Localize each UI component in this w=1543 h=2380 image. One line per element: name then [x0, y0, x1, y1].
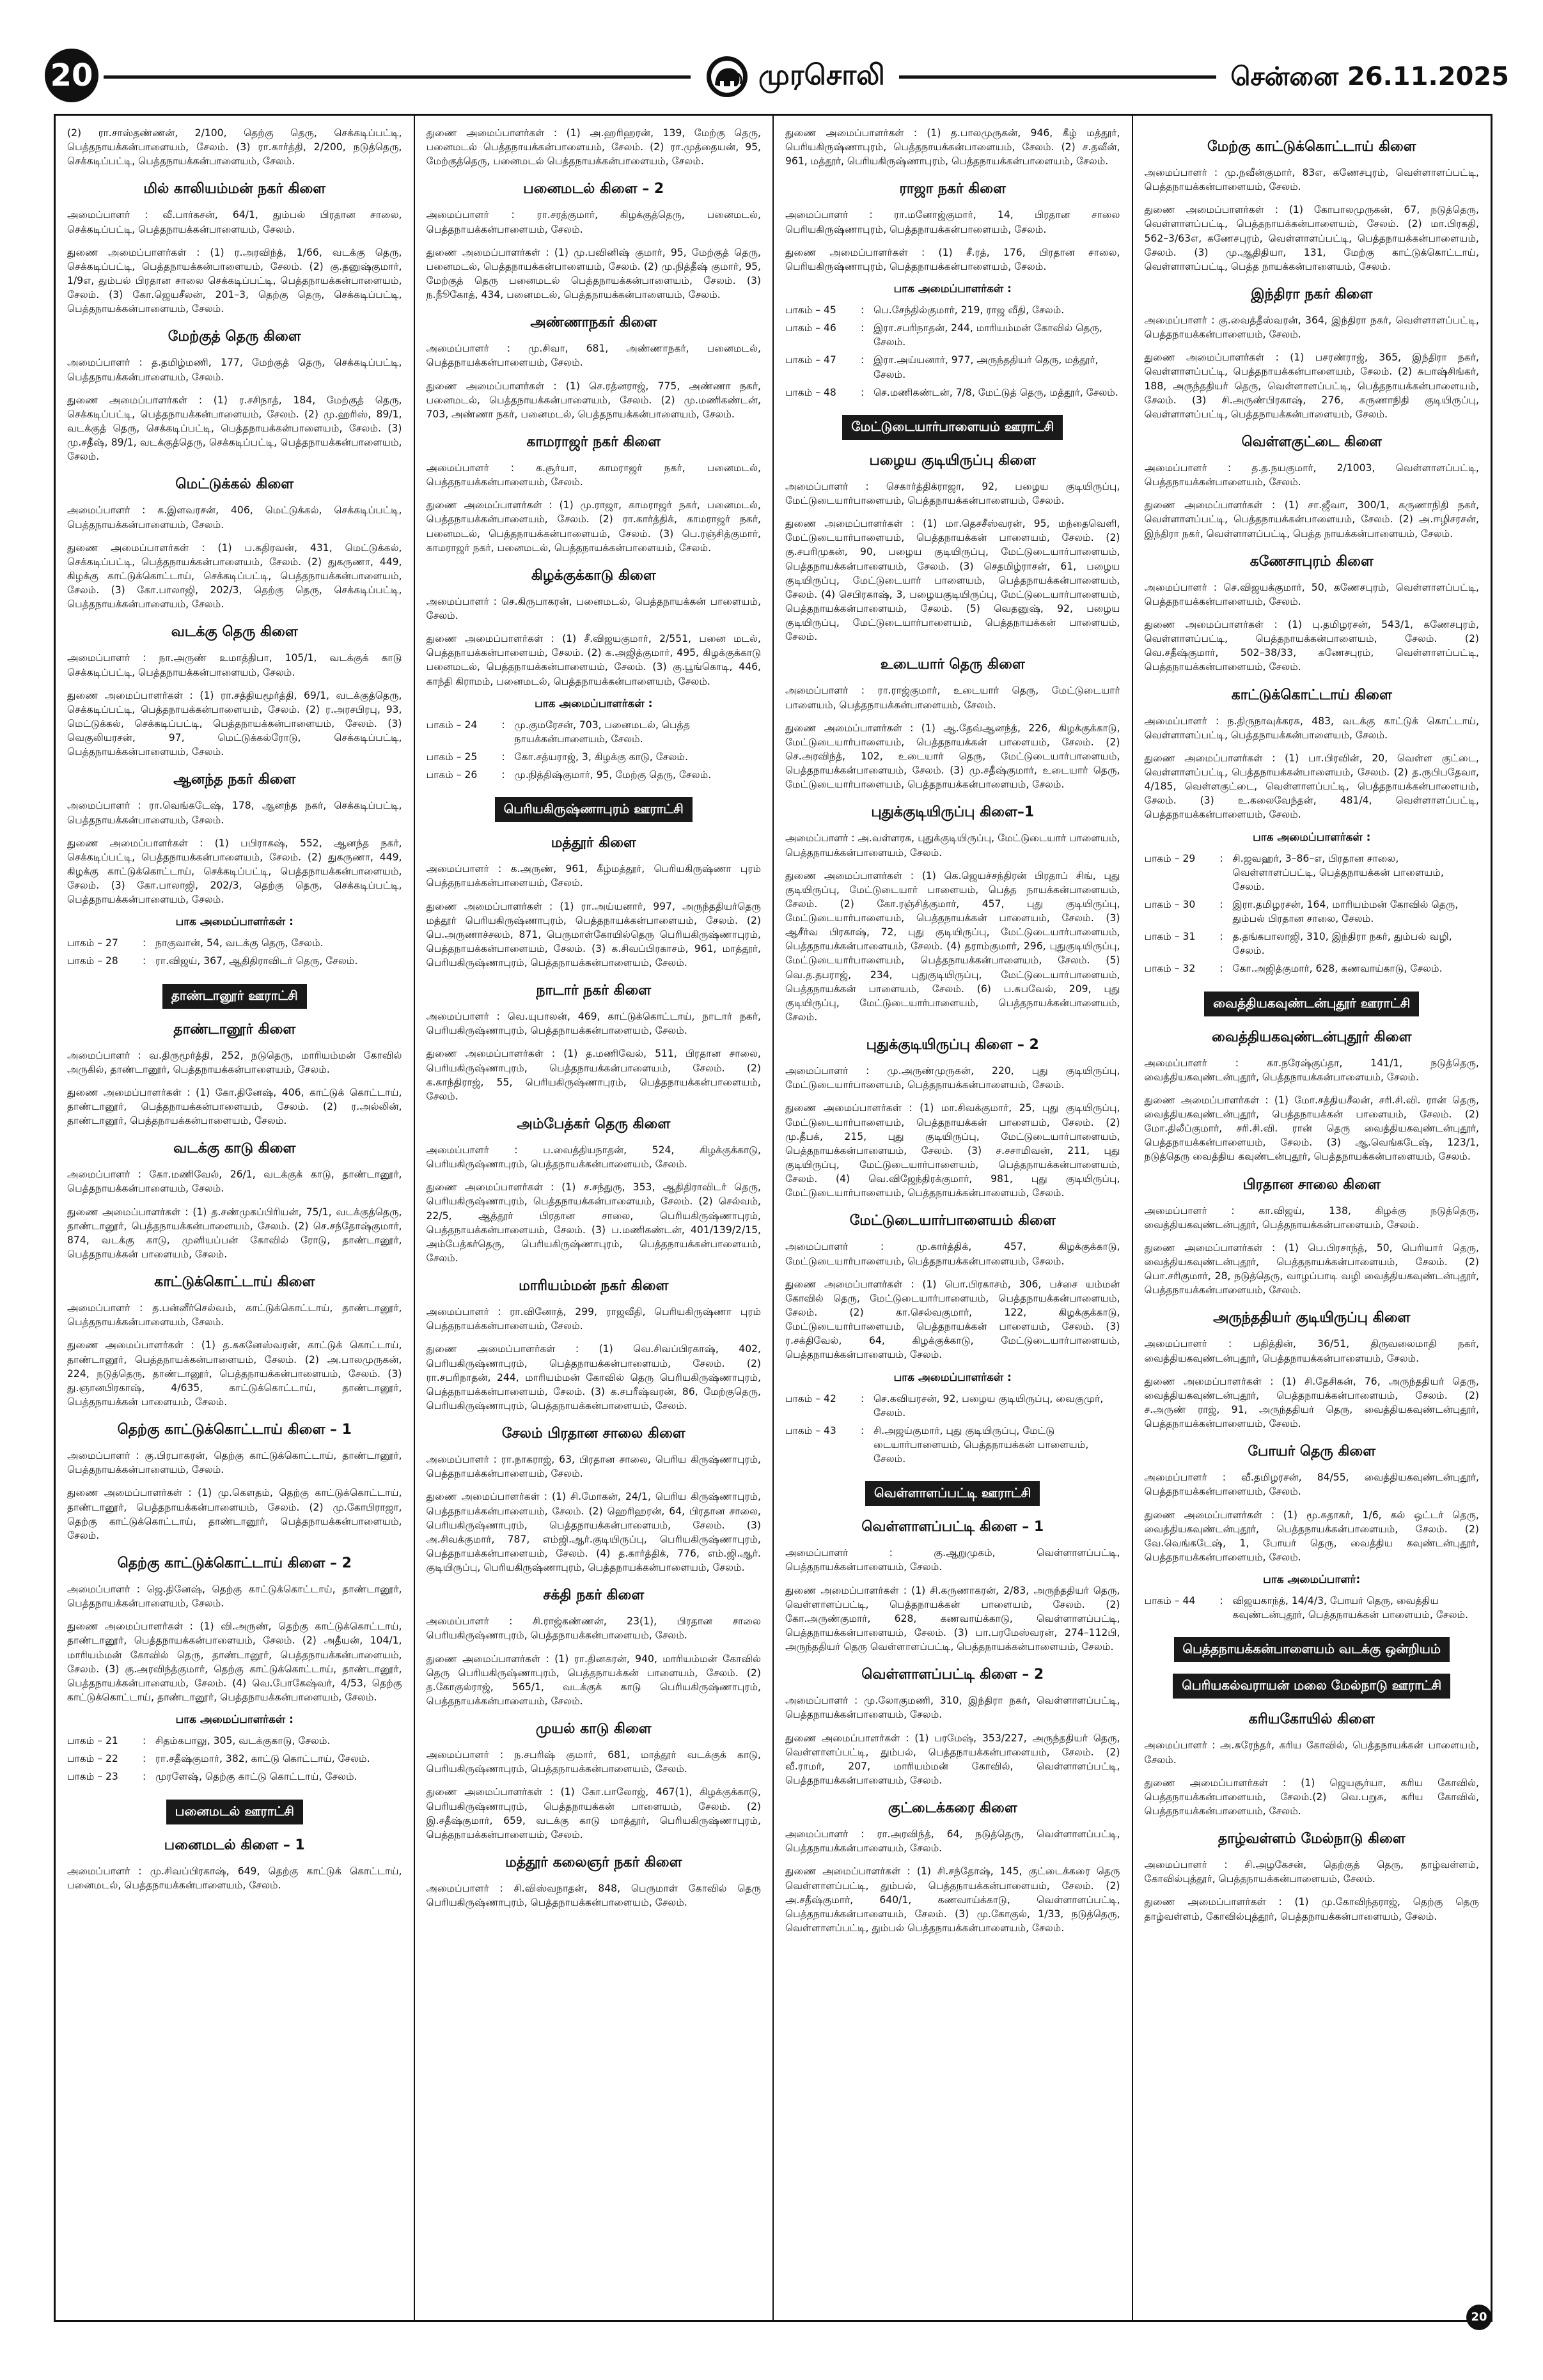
masthead	[691, 50, 899, 104]
notice-paragraph: அமைப்பாளர் : அ.வள்ளரசு, புதுக்குடியிருப்பு, மேட்டுடையார் பாளையம், பெத்தநாயக்கன்பாளையம், சேலம்.	[785, 832, 1120, 859]
booth-organiser: சிதம்கபாலு, 305, வடக்குகாடு, சேலம்.	[155, 1735, 331, 1747]
notice-paragraph: துணை அமைப்பாளர்கள் : (1) மு.கோவிந்தராஜ், தெற்கு தெரு தாழ்வள்ளம், கோவில்புத்தூர், பெத்தநாயக்கன்பாளையம், சேலம்.	[1144, 1896, 1479, 1922]
booth-separator: :	[861, 322, 865, 334]
notice-paragraph: துணை அமைப்பாளர்கள் : (1) ரா.அய்யனார், 997, அருந்ததியர்தெரு மத்தூர் பெரியகிருஷ்ணாபுரம், பெத்தநாயக்கன்பாளையம், சேலம். (2) பெ.அருணாச்சலம், 871, பெருமாள்கோயில்தெரு பெரியகிருஷ்ணாபுரம், பெத்தநாயக்கன்பாளையம், சேலம். (3) க.சிவப்பிரகாசம், 961, மாத்தூர், பெரியகிருஷ்ணாபுரம், பெத்தநாயக்கன்பாளையம், சேலம்.	[426, 900, 761, 969]
notice-paragraph: அமைப்பாளர் : பதித்தின், 36/51, திருவலைமாதி நகர், வைத்தியகவுண்டன்புதூர், பெத்தநாயக்கன்பாளையம், சேலம்.	[1144, 1338, 1479, 1364]
booth-separator: :	[143, 1753, 146, 1765]
section-heading: கணேசாபுரம் கிளை	[1249, 553, 1374, 570]
section-heading: பனைமடல் கிளை – 2	[523, 181, 664, 198]
section-heading: தெற்கு காட்டுக்கொட்டாய் கிளை – 1	[117, 1422, 352, 1438]
booth-separator: :	[861, 1392, 865, 1404]
section-heading: சேலம் பிரதான சாலை கிளை	[501, 1426, 685, 1442]
notice-paragraph: (2) ரா.சாஸ்தண்ணன், 2/100, தெற்கு தெரு, செக்கடிப்பட்டி, பெத்தநாயக்கன்பாளையம், சேலம். (3) ரா.கார்த்தி, 2/200, நடுத்தெரு, செக்கடிப்பட்டி, பெத்தநாயக்கன்பாளையம், சேலம்.	[67, 127, 402, 167]
notice-paragraph: அமைப்பாளர் : நா.அருண் உமாத்திபா, 105/1, வடக்குக் காடு செக்கடிப்பட்டி, பெத்தநாயக்கன்பாளையம், சேலம்.	[67, 652, 402, 678]
booth-row	[427, 718, 762, 750]
section-heading: காமராஜர் நகர் கிளை	[526, 433, 661, 450]
notice-paragraph: அமைப்பாளர் : க.அருண், 961, கீழ்மத்தூர், பெரியகிருஷ்ணா புரம் பெத்தநாயக்கன்பாளையம், சேலம்.	[426, 863, 761, 889]
notice-paragraph: துணை அமைப்பாளர்கள் : (1) த.சுகனேஸ்வரன், காட்டுக் கொட்டாய், தாண்டானூர், பெத்தநாயக்கன்பாளையம், சேலம். (2) அ.பாலமுருகன், 224, நடுத்தெரு, தாண்டானூர், பெத்தநாயக்கன்பாளையம், சேலம். (3) து.ஞானபிரகாஷ், 4/635, காட்டுக்கொட்டாய், தாண்டானூர், பெத்தநாயக்கன் பாளையம், சேலம்.	[67, 1339, 402, 1408]
booth-organiser: விஜயகாந்த், 14/4/3, போயர் தெரு, வைத்திய கவுண்டன்புதூர், பெத்தநாயக்கன் பாளையம், சேலம்.	[1232, 1595, 1469, 1621]
panchayat-banner: பெரியகிருஷ்ணாபுரம் ஊராட்சி	[495, 797, 693, 822]
panchayat-banner: பெத்தநாயக்கன்பாளையம் வடக்கு ஒன்றியம்	[1174, 1637, 1450, 1662]
notice-paragraph: அமைப்பாளர் : ஜெ.தினேஷ், தெற்கு காட்டுக்கொட்டாய், தாண்டானூர், பெத்தநாயக்கன்பாளையம், சேலம்.	[67, 1583, 402, 1610]
notice-paragraph: துணை அமைப்பாளர்கள் : (1) வெ.சிவப்பிரகாஷ், 402, பெரியகிருஷ்ணாபுரம், பெத்தநாயக்கன்பாளையம், சேலம். (2) ரா.சபரிநாதன், 244, மாரியம்மன் கோவில் தெரு பெரியகிருஷ்ணாபுரம், பெத்தநாயக்கன்பாளையம், சேலம். (3) க.சபரீஷ்வரன், 86, மேற்குதெரு, பெரியகிருஷ்ணாபுரம், பெத்தநாயக்கன்பாளையம், சேலம்.	[426, 1343, 761, 1412]
notice-paragraph: அமைப்பாளர் : மு.கார்த்திக், 457, கிழக்குக்காடு, மேட்டுடையார்பாளையம், பெத்தநாயக்கன்பாளையம், சேலம்.	[785, 1241, 1120, 1267]
section-heading: பிரதான சாலை கிளை	[1242, 1176, 1381, 1193]
booth-separator: :	[861, 1424, 865, 1436]
booth-separator: :	[1219, 898, 1223, 910]
booth-organiser: ரா.சதீஷ்குமார், 382, காட்டு கொட்டாய், சேலம்.	[155, 1753, 370, 1765]
booth-table	[1145, 1594, 1480, 1626]
booth-number: பாகம் – 48	[785, 386, 836, 398]
booth-separator: :	[143, 937, 146, 949]
booth-row	[427, 768, 762, 786]
section-heading: காட்டுக்கொட்டாய் கிளை	[154, 1274, 315, 1291]
booth-organiser: செ.மணிகண்டன், 7/8, மேட்டுத் தெரு, மத்தூர், சேலம்.	[873, 386, 1118, 398]
section-heading: காட்டுக்கொட்டாய் கிளை	[1231, 687, 1392, 703]
section-heading: மேட்டுடையார்பாளையம் கிளை	[849, 1213, 1056, 1229]
section-heading: கரியகோயில் கிளை	[1248, 1711, 1375, 1728]
notice-paragraph: துணை அமைப்பாளர்கள் : (1) ச.சந்துரு, 353, ஆதிதிராவிடர் தெரு, பெரியகிருஷ்ணாபுரம், பெத்தநாயக்கன்பாளையம், சேலம். (2) செல்வம், 22/5, ஆத்தூர் பிரதான சாலை, பெரியகிருஷ்ணாபுரம், பெத்தநாயக்கன்பாளையம், சேலம். (3) ப.மணிகண்டன், 401/139/2/15, அம்பேத்கர்தெரு, பெரியகிருஷ்ணாபுரம், பெத்தநாயக்கன்பாளையம், சேலம்.	[426, 1181, 761, 1264]
panchayat-banner: தாண்டானூர் ஊராட்சி	[162, 984, 307, 1009]
booth-separator: :	[143, 1771, 146, 1783]
booth-number: பாகம் – 27	[67, 937, 118, 949]
masthead-title: முரசொலி	[758, 58, 885, 91]
section-heading: பழைய குடியிருப்பு கிளை	[869, 452, 1036, 469]
notice-paragraph: அமைப்பாளர் : ந.சபரிஷ் குமார், 681, மாத்தூர் வடக்குக் காடு, பெரியகிருஷ்ணாபுரம், பெத்தநாயக்கன்பாளையம், சேலம்.	[426, 1749, 761, 1775]
notice-paragraph: அமைப்பாளர் : செ.விஜயக்குமார், 50, கணேசபுரம், வெள்ளாளப்பட்டி, பெத்தநாயக்கன்பாளையம், சேலம்.	[1144, 581, 1479, 607]
notice-paragraph: துணை அமைப்பாளர்கள் : (1) மு.கௌதம், தெற்கு காட்டுக்கொட்டாய், தாண்டானூர், பெத்தநாயக்கன்பாளையம், சேலம். (2) மு.கோபிராஜா, தெற்கு காட்டுக்கொட்டாய், தாண்டானூர், பெத்தநாயக்கன்பாளையம், சேலம்.	[67, 1487, 402, 1541]
notice-paragraph: அமைப்பாளர் : வீ.பார்கசன், 64/1, தும்பல் பிரதான சாலை, செக்கடிப்பட்டி, பெத்தநாயக்கன்பாளையம், சேலம்.	[67, 209, 402, 235]
booth-subheading: பாக அமைப்பாளர்கள் :	[893, 282, 1012, 295]
booth-organiser: ரா.விஜய், 367, ஆதிதிராவிடர் தெரு, சேலம்.	[155, 955, 358, 967]
notice-paragraph: அமைப்பாளர் : மு.சிவப்பிரகாஷ், 649, தெற்கு காட்டுக் கொட்டாய், பனைமடல், பெத்தநாயக்கன்பாளையம், சேலம்.	[67, 1865, 402, 1891]
booth-organiser: செ.கவியரசன், 92, பழைய குடியிருப்பு, வைகுமுர், சேலம்.	[873, 1392, 1104, 1419]
notice-paragraph: அமைப்பாளர் : மு.நவீன்குமார், 83எ, கணேசபுரம், வெள்ளாளப்பட்டி, பெத்தநாயக்கன்பாளையம், சேலம்.	[1144, 167, 1479, 193]
notice-paragraph: துணை அமைப்பாளர்கள் : (1) ர.அரவிந்த், 1/66, வடக்கு தெரு, செக்கடிப்பட்டி, பெத்தநாயக்கன்பாளையம், சேலம். (2) கு.தனுஷ்குமார், 1/9எ, தும்பல் பிரதான சாலை செக்கடிப்பட்டி, பெத்தநாயக்கன்பாளையம், சேலம். (3) கோ.ஜெயசீலன், 201–3, தெற்கு தெரு, செக்கடிப்பட்டி, பெத்தநாயக்கன்பாளையம், சேலம்.	[67, 246, 402, 315]
booth-row	[785, 321, 1120, 353]
booth-organiser: மு.குமரேசன், 703, பனைமடல், பெத்த நாயக்கன்பாளையம், சேலம்.	[514, 719, 690, 745]
section-heading: வெள்ளகுட்டை கிளை	[1241, 433, 1382, 450]
notice-paragraph: அமைப்பாளர் : ந.திருநாவுக்கரசு, 483, வடக்கு காட்டுக் கொட்டாய், வெள்ளாளப்பட்டி, பெத்தநாயக்கன்பாளையம், சேலம்.	[1144, 715, 1479, 741]
column-4	[1132, 116, 1491, 2320]
booth-number: பாகம் – 30	[1144, 898, 1196, 910]
booth-number: பாகம் – 22	[67, 1753, 118, 1765]
notice-paragraph: அமைப்பாளர் : கோ.மணிவேல், 26/1, வடக்குக் காடு, தாண்டானூர், பெத்தநாயக்கன்பாளையம், சேலம்.	[67, 1169, 402, 1195]
notice-paragraph: அமைப்பாளர் : க.இளவரசன், 406, மெட்டுக்கல், செக்கடிப்பட்டி, பெத்தநாயக்கன்பாளையம், சேலம்.	[67, 504, 402, 531]
booth-number: பாகம் – 24	[426, 719, 478, 731]
section-heading: உடையார் தெரு கிளை	[880, 657, 1025, 673]
section-heading: புதுக்குடியிருப்பு கிளை – 2	[866, 1037, 1039, 1054]
notice-paragraph: அமைப்பாளர் : கு.வைத்தீஸ்வரன், 364, இந்திரா நகர், வெள்ளாளப்பட்டி, பெத்தநாயக்கன்பாளையம், சேலம்.	[1144, 314, 1479, 341]
notice-paragraph: துணை அமைப்பாளர்கள் : (1) பு.தமிழரசன், 543/1, கணேசபுரம், வெள்ளாளப்பட்டி, பெத்தநாயக்கன்பாளையம், சேலம். (2) வெ.சதீஷ்குமார், 502–38/33, கணேசபுரம், வெள்ளாளப்பட்டி, பெத்தநாயக்கன்பாளையம், சேலம்.	[1144, 618, 1479, 673]
notice-paragraph: துணை அமைப்பாளர்கள் : (1) மு.பவினிஷ் குமார், 95, மேற்குத் தெரு, பனைமடல், பெத்தநாயக்கன்பாளையம், சேலம். (2) மு.நித்தீஷ் குமார், 95, மேற்குத் தெரு பனைமடல் பெத்தநாயக்கன்பாளையம், சேலம். (3) ந.நூீகோத், 434, பனைமடல், பெத்தநாயக்கன்பாளையம், சேலம்.	[426, 246, 761, 301]
booth-organiser: மு.நித்திஷ்குமார், 95, மேற்கு தெரு, சேலம்.	[514, 769, 712, 781]
booth-organiser: கோ.சத்யராஜ், 3, கிழக்கு காடு, சேலம்.	[514, 751, 688, 763]
section-heading: ராஜா நகர் கிளை	[899, 181, 1006, 198]
booth-organiser: சி.அஜய்குமார், புது குடியிருப்பு, மேட்டு டையார்பாளையம், பெத்தநாயக்கன் பாளையம், சேலம்.	[873, 1424, 1089, 1465]
section-heading: மாரியம்மன் நகர் கிளை	[519, 1278, 669, 1295]
notice-paragraph: துணை அமைப்பாளர்கள் : (1) மா.தெசசீஸ்வரன், 95, மந்தைவெளி, மேட்டுடையார்பாளையம், பெத்தநாயக்கன் பாளையம், சேலம். (2) கு.சபரிமுகன், 90, பழைய குடியிருப்பு, மேட்டுடையார்பாளையம், பெத்தநாயக்கன்பாளையம், சேலம். (3) செதமிழ்ராசன், 61, பழைய குடியிருப்பு, மேட்டுடையார் பாளையம், பெத்தநாயக்கன்பாளையம், சேலம். (4) செபிரகாஷ், 3, பழையகுடியிருப்பு, மேட்டுடையார்பாளையம், பெத்தநாயக்கன்பாளையம், சேலம். (5) வெதனுஷ், 92, பழைய குடியிருப்பு, மேட்டுடையார்பாளையம், பெத்தநாயக்கன் பாளையம், சேலம்.	[785, 518, 1120, 643]
footer-page-number: 20	[1466, 2305, 1492, 2330]
booth-number: பாகம் – 45	[785, 304, 836, 316]
section-heading: தாண்டானூர் கிளை	[173, 1021, 296, 1038]
booth-row	[785, 1392, 1120, 1424]
notice-paragraph: துணை அமைப்பாளர்கள் : (1) சா.ஜீவா, 300/1, கருணாநிதி நகர், வெள்ளாளப்பட்டி, பெத்தநாயக்கன்பாளையம், சேலம். (2) அ.ஈழிசரசன், இந்திரா நகர், வெள்ளாளப்பட்டி, பெத்த நாயக்கன்பாளையம், சேலம்.	[1144, 499, 1479, 540]
booth-row	[67, 1752, 402, 1769]
booth-number: பாகம் – 28	[67, 955, 118, 967]
notice-paragraph: துணை அமைப்பாளர்கள் : (1) பொ.பிரகாசம், 306, பச்சை யம்மன் கோவில் தெரு, மேட்டுடையார்பாளையம், பெத்தநாயக்கன்பாளையம், சேலம். (2) கா.செல்வகுமார், 122, கிழக்குக்காடு, மேட்டுடையார்பாளையம், பெத்தநாயக்கன் பாளையம், சேலம். (3) ர.சக்திவேல், 64, கிழக்குக்காடு, மேட்டுடையார்பாளையம், பெத்தநாயக்கன்பாளையம், சேலம்.	[785, 1278, 1120, 1361]
booth-separator: :	[1219, 931, 1223, 943]
section-heading: அண்ணாநகர் கிளை	[530, 315, 657, 331]
booth-number: பாகம் – 21	[67, 1735, 118, 1747]
news-page-frame	[54, 114, 1492, 2322]
booth-organiser: இரா.அய்யனார், 977, அருந்ததியர் தெரு, மத்தூர், சேலம்.	[873, 354, 1099, 380]
notice-paragraph: துணை அமைப்பாளர்கள் : (1) அ.ஹரிஹரன், 139, மேற்கு தெரு, பனைமடல் பெத்தநாயக்கன்பாளையம், சேலம். (2) ரா.முத்தையன், 95, மேற்குத்தெரு, பனைமடல் பெத்தநாயக்கன்பாளையம், சேலம்.	[426, 127, 761, 167]
notice-paragraph: துணை அமைப்பாளர்கள் : (1) கோ.தினேஷ், 406, காட்டுக் கொட்டாய், தாண்டானூர், பெத்தநாயக்கன்பாளையம், சேலம். (2) ர.அல்லின், தாண்டானூர், பெத்தநாயக்கன்பாளையம், சேலம்.	[67, 1086, 402, 1127]
column-3	[772, 116, 1132, 2320]
section-heading: மத்தூர் கிளை	[551, 835, 636, 852]
booth-table	[785, 1392, 1120, 1470]
notice-paragraph: துணை அமைப்பாளர்கள் : (1) மா.சிவக்குமார், 25, புது குடியிருப்பு, மேட்டுடையார்பாளையம், பெத்தநாயக்கன் பாளையம், சேலம். (2) மு.தீபக், 215, புது குடியிருப்பு, மேட்டுடையார்பாளையம், பெத்தநாயக்கன்பாளையம், சேலம். (3) ச.சசாமிவன், 211, புது குடியிருப்பு, மேட்டுடையார்பாளையம், பெத்தநாயக்கன்பாளையம், சேலம். (4) வெ.விஜேந்திரக்குமார், 981, புது குடியிருப்பு, மேட்டுடையார்பாளையம், பெத்தநாயக்கன்பாளையம், சேலம்.	[785, 1102, 1120, 1199]
notice-paragraph: அமைப்பாளர் : த.தமிழ்மணி, 177, மேற்குத் தெரு, செக்கடிப்பட்டி, பெத்தநாயக்கன்பாளையம், சேலம்.	[67, 357, 402, 383]
booth-number: பாகம் – 23	[67, 1771, 118, 1783]
page-header	[45, 46, 1509, 109]
section-heading: இந்திரா நகர் கிளை	[1251, 286, 1373, 302]
panchayat-banner: பெரியகல்வராயன் மலை மேல்நாடு ஊராட்சி	[1173, 1674, 1450, 1699]
booth-separator: :	[1219, 1595, 1223, 1607]
booth-number: பாகம் – 26	[426, 769, 478, 781]
notice-paragraph: துணை அமைப்பாளர்கள் : (1) ஆ.தேவ்ஆனந்த், 226, கிழக்குக்காடு, மேட்டுடையார்பாளையம், பெத்தநாயக்கன் பாளையம், சேலம். (2) செ.அரவிந்த், 102, உடையார் தெரு, மேட்டுடையார்பாளையம், பெத்தநாயக்கன்பாளையம், சேலம். (3) மு.சதீஷ்குமார், உடையார் தெரு, மேட்டுடையார்பாளையம், பெத்தநாயக்கன்பாளையம், சேலம்.	[785, 722, 1120, 791]
booth-organiser: முரளேஷ், தெற்கு காட்டு கொட்டாய், சேலம்.	[155, 1771, 357, 1783]
booth-number: பாகம் – 29	[1144, 852, 1196, 864]
section-heading: குட்டைக்கரை கிளை	[888, 1800, 1017, 1817]
notice-paragraph: அமைப்பாளர் : ரா.வினோத், 299, ராஜவீதி, பெரியகிருஷ்ணா புரம் பெத்தநாயக்கன்பாளையம், சேலம்.	[426, 1306, 761, 1332]
booth-row	[1145, 852, 1480, 898]
column-1	[56, 116, 414, 2320]
booth-number: பாகம் – 31	[1144, 931, 1196, 943]
notice-paragraph: அமைப்பாளர் : கா.விஜய், 138, கிழக்கு நடுத்தெரு, வைத்தியகவுண்டன்புதூர், பெத்தநாயக்கன்பாளையம், சேலம்.	[1144, 1204, 1479, 1231]
notice-paragraph: துணை அமைப்பாளர்கள் : (1) பசரண்ராஜ், 365, இந்திரா நகர், வெள்ளாளப்பட்டி, பெத்தநாயக்கன்பாளையம், சேலம். (2) சுபாஷ்சிங்கர், 188, அருந்ததியர் தெரு, வெள்ளாளப்பட்டி, பெத்தநாயக்கன்பாளையம், சேலம். (3) சி.அருண்பிரகாஷ், 276, கருணாநிதி குடியிருப்பு, வெள்ளாளப்பட்டி, பெத்தநாயக்கன்பாளையம், சேலம்.	[1144, 352, 1479, 420]
booth-row	[1145, 898, 1480, 929]
notice-paragraph: துணை அமைப்பாளர்கள் : (1) த.மணிவேல், 511, பிரதான சாலை, பெரியகிருஷ்ணாபுரம், பெத்தநாயக்கன்பாளையம், சேலம். (2) க.காந்திராஜ், 55, பெரியகிருஷ்ணாபுரம், பெத்தநாயக்கன்பாளையம், சேலம்.	[426, 1048, 761, 1102]
notice-paragraph: துணை அமைப்பாளர்கள் : (1) கோ.பாலோஜ், 467(1), கிழக்குக்காடு, பெரியகிருஷ்ணாபுரம், பெத்தநாயக்கன் பாளையம், சேலம். (2) இ.சதீஷ்குமார், 659, வடக்கு காடு மாத்தூர், பெரியகிருஷ்ணாபுரம், பெத்தநாயக்கன்பாளையம், சேலம்.	[426, 1786, 761, 1840]
notice-paragraph: துணை அமைப்பாளர்கள் : (1) ப.கதிரவன், 431, மெட்டுக்கல், செக்கடிப்பட்டி, பெத்தநாயக்கன்பாளையம், சேலம். (2) துகருணா, 449, கிழக்கு காட்டுக்கொட்டாய், செக்கடிப்பட்டி, பெத்தநாயக்கன்பாளையம், சேலம். (3) கோ.பாலாஜி, 202/3, தெற்கு தெரு, செக்கடிப்பட்டி, பெத்தநாயக்கன்பாளையம், சேலம்.	[67, 541, 402, 611]
booth-table	[427, 718, 762, 786]
notice-paragraph: துணை அமைப்பாளர்கள் : (1) கோபாலமுருகன், 67, நடுத்தெரு, வெள்ளாளப்பட்டி, பெத்தநாயக்கன்பாளையம், சேலம். (2) மா.பிரகதி, 562–3/63எ, கணேசபுரம், வெள்ளாளப்பட்டி, பெத்தநாயக்கன்பாளையம், சேலம். (3) மு.ஆதிதியா, 131, மேற்கு காட்டுக்கொட்டாய், வெள்ளாளப்பட்டி, பெத்த நாயக்கன்பாளையம், சேலம்.	[1144, 204, 1479, 272]
section-heading: சக்தி நகர் கிளை	[543, 1587, 645, 1604]
booth-separator: :	[143, 1735, 146, 1747]
notice-paragraph: துணை அமைப்பாளர்கள் : (1) சி.சந்தோஷ், 145, குட்டைக்கரை தெரு வெள்ளாளப்பட்டி, தும்பல், பெத்தநாயக்கன்பாளையம், சேலம். (2) அ.சதீஷ்குமார், 640/1, கணவாய்க்காடு, வெள்ளாளப்பட்டி, பெத்தநாயக்கன்பாளையம், சேலம். (3) மு.கோகுல், 1/33, நடுத்தெரு, வெள்ளாளப்பட்டி, தும்பல் பெத்தநாயக்கன்பாளையம், சேலம்.	[785, 1865, 1120, 1934]
section-heading: கிழக்குக்காடு கிளை	[531, 567, 656, 584]
notice-paragraph: துணை அமைப்பாளர்கள் : (1) ர.சசிநாத், 184, மேற்குத் தெரு, செக்கடிப்பட்டி, பெத்தநாயக்கன்பாளையம், சேலம். (2) மு.ஹரிஸ், 89/1, வடக்குத் தெரு, செக்கடிப்பட்டி, பெத்தநாயக்கன்பாளையம், சேலம். (3) மு.சதீஷ், 89/1, வடக்குத்தெரு, செக்கடிப்பட்டி, பெத்தநாயக்கன்பாளையம், சேலம்.	[67, 394, 402, 463]
booth-row	[1145, 1594, 1480, 1626]
notice-paragraph: அமைப்பாளர் : கா.நரேஷ்குப்தா, 141/1, நடுத்தெரு, வைத்தியகவுண்டன்புதூர், பெத்தநாயக்கன்பாளையம், சேலம்.	[1144, 1057, 1479, 1083]
booth-organiser: பெ.சேந்தில்குமார், 219, ராஜ வீதி, சேலம்.	[873, 304, 1065, 316]
booth-row	[785, 303, 1120, 321]
booth-row	[1145, 929, 1480, 961]
panchayat-banner: வெள்ளாளப்பட்டி ஊராட்சி	[865, 1481, 1040, 1506]
section-heading: வெள்ளாளப்பட்டி கிளை – 2	[861, 1667, 1044, 1683]
notice-paragraph: துணை அமைப்பாளர்கள் : (1) சி.மோகன், 24/1, பெரிய கிருஷ்ணாபுரம், பெத்தநாயக்கன்பாளையம், சேலம். (2) ஹெரிஹரன், 64, பிரதான சாலை, பெரியகிருஷ்ணாபுரம், பெத்தநாயக்கன்பாளையம், சேலம். (3) அ.சிவக்குமார், 787, எம்ஜி.ஆர்.குடியிருப்பு, பெரியகிருஷ்ணாபுரம், பெத்தநாயக்கன்பாளையம், சேலம். (4) த.கார்த்திக், 776, எம்.ஜி.ஆர். குடியிருப்பு, பெரியகிருஷ்ணாபுரம், பெத்தநாயக்கன்பாளையம், சேலம்.	[426, 1491, 761, 1574]
booth-row	[67, 1769, 402, 1787]
booth-separator: :	[1219, 963, 1223, 975]
booth-organiser: நாகுவான், 54, வடக்கு தெரு, சேலம்.	[155, 937, 324, 949]
booth-organiser: சி.ஜவஹர், 3–86–எ, பிரதான சாலை, வெள்ளாளப்பட்டி, பெத்தநாயக்கன் பாளையம், சேலம்.	[1232, 852, 1444, 892]
notice-paragraph: அமைப்பாளர் : மு.அருண்முருகன், 220, புது குடியிருப்பு, மேட்டுடையார்பாளையம், பெத்தநாயக்கன்பாளையம், சேலம்.	[785, 1065, 1120, 1091]
notice-paragraph: துணை அமைப்பாளர்கள் : (1) சி.தேசிகன், 76, அருந்ததியர் தெரு, வைத்தியகவுண்டன்புதூர், பெத்தநாயக்கன்பாளையம், சேலம். (2) ச.அருண் ராஜ், 91, அருந்ததியர் தெரு, வைத்தியகவுண்டன்புதூர், பெத்தநாயக்கன்பாளையம், சேலம்.	[1144, 1375, 1479, 1430]
booth-number: பாகம் – 46	[785, 322, 836, 334]
booth-table	[67, 1734, 402, 1787]
notice-paragraph: துணை அமைப்பாளர்கள் : (1) சி.கருணாகரன், 2/83, அருந்ததியர் தெரு, வெள்ளாளப்பட்டி, பெத்தநாயக்கன் பாளையம், சேலம். (2) கோ.அருண்குமார், 628, கணவாய்க்காடு, வெள்ளாளப்பட்டி, பெத்தநாயக்கன்பாளையம், சேலம். (3) பா.பரமேஸ்வரன், 274–112பி, அருந்ததியர் தெரு வெள்ளாளப்பட்டி, பெத்தநாயக்கன்பாளையம், சேலம்.	[785, 1584, 1120, 1653]
notice-paragraph: அமைப்பாளர் : க.சூர்யா, காமராஜர் நகர், பனைமடல், பெத்தநாயக்கன்பாளையம், சேலம்.	[426, 462, 761, 488]
notice-paragraph: அமைப்பாளர் : சி.ராஜ்கண்ணன், 23(1), பிரதான சாலை பெரியகிருஷ்ணாபுரம், பெத்தநாயக்கன்பாளையம், சேலம்.	[426, 1615, 761, 1642]
booth-row	[427, 750, 762, 768]
notice-paragraph: அமைப்பாளர் : த.பன்னீர்செல்வம், காட்டுக்கொட்டாய், தாண்டானூர், பெத்தநாயக்கன்பாளையம், சேலம்.	[67, 1302, 402, 1328]
booth-subheading: பாக அமைப்பாளர்கள் :	[535, 697, 653, 710]
notice-paragraph: அமைப்பாளர் : ரா.வெங்கடேஷ், 178, ஆனந்த நகர், செக்கடிப்பட்டி, பெத்தநாயக்கன்பாளையம், சேலம்.	[67, 800, 402, 826]
booth-subheading: பாக அமைப்பாளர்:	[1263, 1573, 1361, 1587]
section-heading: போயர் தெரு கிளை	[1248, 1443, 1376, 1460]
section-heading: அம்பேத்கர் தெரு கிளை	[517, 1116, 671, 1133]
notice-paragraph: அமைப்பாளர் : அ.சுரேந்தர், கரிய கோவில், பெத்தநாயக்கன் பாளையம், சேலம்.	[1144, 1739, 1479, 1766]
booth-table	[1145, 852, 1480, 980]
notice-paragraph: துணை அமைப்பாளர்கள் : (1) பபிராகஷ், 552, ஆனந்த நகர், செக்கடிப்பட்டி, பெத்தநாயக்கன்பாளையம், சேலம். (2) துகருணா, 449, கிழக்கு காட்டுக்கொட்டாய், செக்கடிப்பட்டி, பெத்தநாயக்கன்பாளையம், சேலம். (3) கோ.பாலாஜி, 202/3, தெற்கு தெரு, செக்கடிப்பட்டி, பெத்தநாயக்கன்பாளையம், சேலம்.	[67, 837, 402, 906]
booth-organiser: இரா.தமிழரசன், 164, மாரியம்மன் கோவில் தெரு, தும்பல் பிரதான சாலை, சேலம்.	[1232, 898, 1459, 925]
notice-paragraph: துணை அமைப்பாளர்கள் : (1) த.பாலமுருகன், 946, கீழ் மத்தூர், பெரியகிருஷ்ணாபுரம், பெத்தநாயக்கன்பாளையம், சேலம். (2) ச.தவீன், 961, மத்தூர், பெரியகிருஷ்ணாபுரம், பெத்தநாயக்கன்பாளையம், சேலம்.	[785, 127, 1120, 167]
notice-paragraph: துணை அமைப்பாளர்கள் : (1) பரமேஷ், 353/227, அருந்ததியர் தெரு, வெள்ளாளப்பட்டி, தும்பல், பெத்தநாயக்கன்பாளையம், சேலம். (2) வீ.ராமர், 207, மாரியம்மன் கோவில், வெள்ளாளப்பட்டி, பெத்தநாயக்கன்பாளையம், சேலம்.	[785, 1732, 1120, 1786]
notice-paragraph: துணை அமைப்பாளர்கள் : (1) கெ.ஜெயச்சந்திரன் பிரதாப் சிங், புது குடியிருப்பு, மேட்டுடையார் பாளையம், பெத்த நாயக்கன்பாளையம், சேலம். (2) கோ.ரஞ்சித்குமார், 457, புது குடியிருப்பு, மேட்டுடையார்பாளையம், பெத்தநாயக்கன் பாளையம், சேலம். (3) ஆசீர்வ பிரகாஷ், 72, புது குடியிருப்பு, மேட்டுடையார்பாளையம், பெத்தநாயக்கன்பாளையம், சேலம். (4) தராம்குமார், 296, புதுகுடியிருப்பு, மேட்டுடையார்பாளையம், பெத்தநாயக்கன்பாளையம், சேலம். (5) வெ.த.தபராஜ், 234, புதுகுடியிருப்பு, மேட்டுடையார்பாளையம், பெத்தநாயக்கன் பாளையம், சேலம். (6) ப.சுபவேல், 209, புது குடியிருப்பு, மேட்டுடையார்பாளையம், பெத்தநாயக்கன்பாளையம், சேலம்.	[785, 869, 1120, 1023]
notice-paragraph: அமைப்பாளர் : ரா.சரத்குமார், கிழக்குத்தெரு, பனைமடல், பெத்தநாயக்கன்பாளையம், சேலம்.	[426, 209, 761, 235]
masthead-logo-icon	[705, 54, 749, 99]
section-heading: நாடார் நகர் கிளை	[536, 983, 652, 999]
section-heading: புதுக்குடியிருப்பு கிளை–1	[871, 804, 1035, 821]
booth-row	[1145, 961, 1480, 979]
booth-number: பாகம் – 32	[1144, 963, 1196, 975]
booth-separator: :	[143, 955, 146, 967]
section-heading: வெள்ளாளப்பட்டி கிளை – 1	[861, 1519, 1044, 1536]
section-heading: அருந்ததியர் குடியிருப்பு கிளை	[1213, 1310, 1411, 1326]
section-heading: தாழ்வள்ளம் மேல்நாடு கிளை	[1218, 1831, 1406, 1847]
section-heading: மெட்டுக்கல் கிளை	[175, 476, 294, 493]
booth-number: பாகம் – 44	[1144, 1595, 1196, 1607]
notice-paragraph: அமைப்பாளர் : மு.லோகுமணி, 310, இந்திரா நகர், வெள்ளாளப்பட்டி, பெத்தநாயக்கன்பாளையம், சேலம்.	[785, 1695, 1120, 1721]
notice-paragraph: துணை அமைப்பாளர்கள் : (1) மூ.சுதாகர், 1/6, கல் ஒட்டர் தெரு, வைத்தியகவுண்டன்புதூர், பெத்தநாயக்கன்பாளையம், சேலம். (2) வே.வெங்கடேஷ், 1, போயர் தெரு, வைத்திய கவுண்டன்புதூர், பெத்தநாயக்கன்பாளையம், சேலம்.	[1144, 1509, 1479, 1563]
dateline: சென்னை 26.11.2025	[1216, 50, 1509, 104]
booth-subheading: பாக அமைப்பாளர்கள் :	[175, 915, 294, 929]
notice-paragraph: துணை அமைப்பாளர்கள் : (1) பெ.பிரசாந்த், 50, பெரியார் தெரு, வைத்தியகவுண்டன்புதூர், பெத்தநாயக்கன்பாளையம், சேலம். (2) பொ.சரிகுமார், 28, நடுத்தெரு, வாழப்பாடி வழி வைத்தியகவுண்டன்புதூர், பெத்தநாயக்கன்பாளையம், சேலம்.	[1144, 1241, 1479, 1296]
notice-paragraph: துணை அமைப்பாளர்கள் : (1) மு.ராஜா, காமராஜர் நகர், பனைமடல், பெத்தநாயக்கன்பாளையம், சேலம். (2) ரா.கார்த்திக், காமராஜர் நகர், பனைமடல், பெத்தநாயக்கன்பாளையம், சேலம். (3) பெ.ரஞ்சித்குமார், காமராஜர் நகர், பனைமடல், பெத்தநாயக்கன்பாளையம், சேலம்.	[426, 499, 761, 554]
notice-paragraph: துணை அமைப்பாளர்கள் : (1) ரா.தினகரன், 940, மாரியம்மன் கோவில் தெரு பெரியகிருஷ்ணாபுரம், பெத்தநாயக்கன் பாளையம், சேலம். (2) த.கோகுல்ராஜ், 565/1, வடக்குக் காடு பெரியகிருஷ்ணாபுரம், பெத்தநாயக்கன்பாளையம், சேலம்.	[426, 1653, 761, 1707]
notice-paragraph: துணை அமைப்பாளர்கள் : (1) வி.அருண், தெற்கு காட்டுக்கொட்டாய், தாண்டானூர், பெத்தநாயக்கன்பாளையம், சேலம். (2) அதீயன், 104/1, மாரியம்மன் கோவில் தெரு, தாண்டானூர், பெத்தநாயக்கன்பாளையம், சேலம். (3) கு.அரவிந்த்குமார், தெற்கு காட்டுக்கொட்டாய், தாண்டானூர், பெத்தநாயக்கன்பாளையம், சேலம். (4) வெ.போகேஷ்வர், 4/53, தெற்கு காட்டுக்கொட்டாய், தாண்டானூர், பெத்தநாயக்கன்பாளையம், சேலம்.	[67, 1621, 402, 1703]
booth-subheading: பாக அமைப்பாளர்கள் :	[893, 1371, 1012, 1384]
notice-paragraph: அமைப்பாளர் : சி.விஸ்வநாதன், 848, பெருமாள் கோவில் தெரு பெரியகிருஷ்ணாபுரம், பெத்தநாயக்கன்பாளையம், சேலம்.	[426, 1882, 761, 1909]
section-heading: மேற்கு காட்டுக்கொட்டாய் கிளை	[1207, 139, 1416, 155]
notice-paragraph: அமைப்பாளர் : ப.வைத்தியநாதன், 524, கிழக்குக்காடு, பெரியகிருஷ்ணாபுரம், பெத்தநாயக்கன்பாளையம், சேலம்.	[426, 1144, 761, 1171]
notice-paragraph: அமைப்பாளர் : கு.பிரபாகரன், தெற்கு காட்டுக்கொட்டாய், தாண்டானூர், பெத்தநாயக்கன்பாளையம், சேலம்.	[67, 1450, 402, 1476]
booth-row	[67, 936, 402, 954]
panchayat-banner: வைத்தியகவுண்டன்புதூர் ஊராட்சி	[1204, 992, 1419, 1016]
booth-row	[785, 385, 1120, 403]
booth-number: பாகம் – 47	[785, 354, 836, 366]
booth-row	[67, 954, 402, 972]
section-heading: மில் காலியம்மன் நகர் கிளை	[143, 181, 326, 198]
section-heading: ஆனந்த நகர் கிளை	[173, 772, 296, 788]
booth-organiser: இரா.சபரிநாதன், 244, மாரியம்மன் கோவில் தெரு, சேலம்.	[873, 322, 1102, 348]
booth-separator: :	[501, 751, 505, 763]
notice-paragraph: அமைப்பாளர் : ரா.மனோஜ்குமார், 14, பிரதான சாலை பெரியகிருஷ்ணாபுரம், பெத்தநாயக்கன்பாளையம், சேலம்.	[785, 209, 1120, 235]
booth-organiser: த.தங்கபாலாஜி, 310, இந்திரா நகர், தும்பல் வழி, சேலம்.	[1232, 931, 1452, 957]
booth-organiser: கோ.அஜித்குமார், 628, கணவாய்காடு, சேலம்.	[1232, 963, 1443, 975]
column-2	[414, 116, 773, 2320]
notice-paragraph: அமைப்பாளர் : த.த.நயகுமார், 2/1003, வெள்ளாளப்பட்டி, பெத்தநாயக்கன்பாளையம், சேலம்.	[1144, 462, 1479, 488]
page-number: 20	[45, 49, 98, 102]
booth-table	[785, 303, 1120, 403]
section-heading: தெற்கு காட்டுக்கொட்டாய் கிளை – 2	[117, 1555, 352, 1571]
notice-paragraph: அமைப்பாளர் : வெ.யுபாலன், 469, காட்டுக்கொட்டாய், நாடார் நகர், பெரியகிருஷ்ணாபுரம், பெத்தநாயக்கன்பாளையம், சேலம்.	[426, 1011, 761, 1037]
panchayat-banner: பனைமடல் ஊராட்சி	[166, 1800, 303, 1824]
section-heading: வடக்கு காடு கிளை	[173, 1140, 296, 1157]
notice-paragraph: அமைப்பாளர் : செகார்த்திக்ராஜா, 92, பழைய குடியிருப்பு, மேட்டுடையார்பாளையம், பெத்தநாயக்கன்பாளையம், சேலம்.	[785, 480, 1120, 506]
notice-paragraph: துணை அமைப்பாளர்கள் : (1) செ.ரத்னராஜ், 775, அண்ணா நகர், பனைமடல், பெத்தநாயக்கன்பாளையம், சேலம். (2) மு.மணிகண்டன், 703, அண்ணா நகர், பனைமடல், பெத்தநாயக்கன்பாளையம், சேலம்.	[426, 380, 761, 420]
section-heading: வைத்தியகவுண்டன்புதூர் கிளை	[1212, 1029, 1412, 1045]
section-heading: மத்தூர் கலைஞர் நகர் கிளை	[505, 1854, 682, 1871]
booth-number: பாகம் – 42	[785, 1392, 836, 1404]
section-heading: முயல் காடு கிளை	[535, 1721, 652, 1738]
notice-paragraph: துணை அமைப்பாளர்கள் : (1) சீ.ரத், 176, பிரதான சாலை, பெரியகிருஷ்ணாபுரம், பெத்தநாயக்கன்பாளையம், சேலம்.	[785, 246, 1120, 272]
notice-paragraph: துணை அமைப்பாளர்கள் : (1) த.சண்முகப்பிரியன், 75/1, வடக்குத்தெரு, தாண்டானூர், பெத்தநாயக்கன்பாளையம், சேலம். (2) செ.சந்தோஷ்குமார், 874, வடக்கு காடு, முனியப்பன் கோவில் ரோடு, தாண்டானூர், பெத்தநாயக்கன் பாளையம், சேலம்.	[67, 1206, 402, 1261]
notice-paragraph: துணை அமைப்பாளர்கள் : (1) ரா.சத்தியமூர்த்தி, 69/1, வடக்குத்தெரு, செக்கடிப்பட்டி, பெத்தநாயக்கன்பாளையம், சேலம். (2) ர.அரசபிரபு, 93, மெட்டுக்கல், செக்கடிப்பட்டி, பெத்தநாயக்கன்பாளையம், சேலம். (3) வெகுலியரசன், 97, மெட்டுக்கல்ரோடு, செக்கடிப்பட்டி, பெத்தநாயக்கன்பாளையம், சேலம்.	[67, 689, 402, 758]
booth-number: பாகம் – 43	[785, 1424, 836, 1436]
booth-separator: :	[861, 304, 865, 316]
section-heading: வடக்கு தெரு கிளை	[171, 624, 298, 641]
booth-separator: :	[861, 354, 865, 366]
section-heading: பனைமடல் கிளை – 1	[164, 1837, 305, 1853]
notice-paragraph: அமைப்பாளர் : செ.கிருபாகரன், பனைமடல், பெத்தநாயக்கன் பாளையம், சேலம்.	[426, 595, 761, 621]
booth-separator: :	[501, 769, 505, 781]
panchayat-banner: மேட்டுடையார்பாளையம் ஊராட்சி	[842, 415, 1063, 440]
booth-number: பாகம் – 25	[426, 751, 478, 763]
notice-paragraph: அமைப்பாளர் : வ.திருமூர்த்தி, 252, நடுதெரு, மாரியம்மன் கோவில் அருகில், தாண்டானூர், பெத்தநாயக்கன்பாளையம், சேலம்.	[67, 1049, 402, 1075]
booth-separator: :	[861, 386, 865, 398]
booth-subheading: பாக அமைப்பாளர்கள் :	[175, 1713, 294, 1727]
notice-paragraph: அமைப்பாளர் : மு.சிவா, 681, அண்ணாநகர், பனைமடல், பெத்தநாயக்கன்பாளையம், சேலம்.	[426, 343, 761, 369]
notice-paragraph: அமைப்பாளர் : ரா.அரவிந்த், 64, நடுத்தெரு, வெள்ளாளப்பட்டி, பெத்தநாயக்கன்பாளையம், சேலம்.	[785, 1828, 1120, 1855]
notice-paragraph: அமைப்பாளர் : கு.ஆறுமுகம், வெள்ளாளப்பட்டி, பெத்தநாயக்கன்பாளையம், சேலம்.	[785, 1547, 1120, 1573]
notice-paragraph: துணை அமைப்பாளர்கள் : (1) சீ.விஜயகுமார், 2/551, பனை மடல், பெத்தநாயக்கன்பாளையம், சேலம். (2) க.அஜித்குமார், 495, கிழக்குக்காடு பனைமடல், பெத்தநாயக்கன்பாளையம், சேலம். (3) கு.பூங்கொடி, 446, காந்தி கிராமம், பனைமடல், பெத்தநாயக்கன்பாளையம், சேலம்.	[426, 633, 761, 687]
booth-separator: :	[501, 719, 505, 731]
notice-paragraph: அமைப்பாளர் : சி.அழகேசன், தெற்குத் தெரு, தாழ்வள்ளம், கோவில்புத்தூர், பெத்தநாயக்கன்பாளையம், சேலம்.	[1144, 1859, 1479, 1885]
booth-row	[67, 1734, 402, 1752]
notice-paragraph: அமைப்பாளர் : ரா.நாகராஜ், 63, பிரதான சாலை, பெரிய கிருஷ்ணாபுரம், பெத்தநாயக்கன்பாளையம், சேலம்.	[426, 1454, 761, 1480]
booth-separator: :	[1219, 852, 1223, 864]
booth-subheading: பாக அமைப்பாளர்கள் :	[1253, 830, 1371, 844]
notice-paragraph: அமைப்பாளர் : வீ.தமிழரசன், 84/55, வைத்தியகவுண்டன்புதூர், பெத்தநாயக்கன்பாளையம், சேலம்.	[1144, 1472, 1479, 1498]
booth-row	[785, 353, 1120, 385]
booth-table	[67, 936, 402, 972]
notice-paragraph: துணை அமைப்பாளர்கள் : (1) மோ.சத்தியசீலன், சரி.சி.வி. ரான் தெரு, வைத்தியகவுண்டன்புதூர், பெத்தநாயக்கன் பாளையம், சேலம். (2) மோ.திலீப்குமார், சரி.சி.வி. ரான் தெரு வைத்தியகவுண்டன்புதூர், பெத்தநாயக்கன்பாளையம், சேலம். (3) ஆ.வெங்கடேஷ், 123/1, நடுத்தெரு வைத்திய கவுண்டன்புதூர், பெத்தநாயக்கன்பாளையம், சேலம்.	[1144, 1094, 1479, 1163]
booth-row	[785, 1424, 1120, 1470]
notice-paragraph: அமைப்பாளர் : ரா.ராஜ்குமார், உடையார் தெரு, மேட்டுடையார் பாளையம், பெத்தநாயக்கன்பாளையம், சேலம்.	[785, 685, 1120, 711]
section-heading: மேற்குத் தெரு கிளை	[168, 329, 301, 345]
notice-paragraph: துணை அமைப்பாளர்கள் : (1) பா.பிரவின், 20, வெள்ள குட்டை, வெள்ளாளப்பட்டி, பெத்தநாயக்கன்பாளையம், சேலம். (2) த.ருபிபதேவா, 4/185, வெள்ளகுட்டை, வெள்ளாளப்பட்டி, பெத்தநாயக்கன்பாளையம், சேலம். (3) உ.கலைவேந்தன், 481/4, வெள்ளாளப்பட்டி, பெத்தநாயக்கன்பாளையம், சேலம்.	[1144, 752, 1479, 821]
notice-paragraph: துணை அமைப்பாளர்கள் : (1) ஜெயசூர்யா, கரிய கோவில், பெத்தநாயக்கன்பாளையம், சேலம்.(2) வெ.பறுசு, கரிய கோவில், பெத்தநாயக்கன்பாளையம், சேலம்.	[1144, 1777, 1479, 1817]
